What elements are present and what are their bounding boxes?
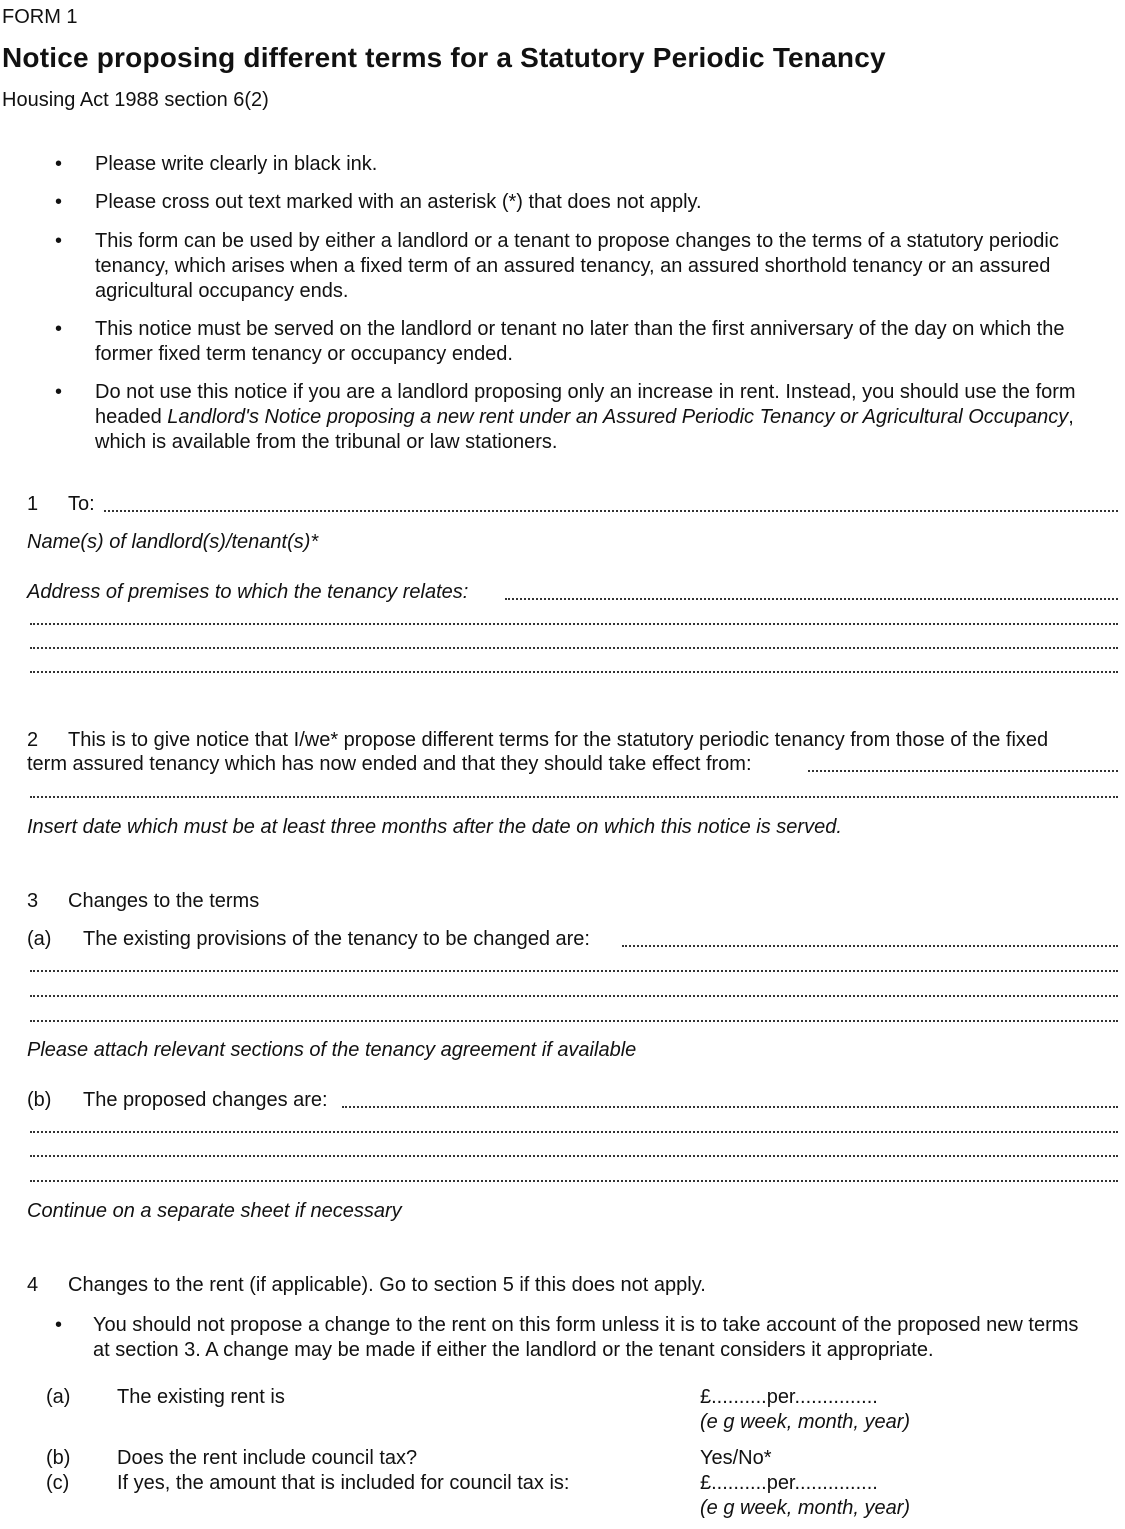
item-b-label: (b) — [27, 1089, 52, 1111]
existing-provisions-field-line-3[interactable] — [30, 995, 1118, 997]
bullet-icon: • — [55, 230, 63, 252]
rent-item-b-label: (b) — [46, 1447, 71, 1469]
proposed-changes-field-line-4[interactable] — [30, 1180, 1118, 1182]
rent-item-c-label: (c) — [46, 1472, 70, 1494]
bullet-icon: • — [55, 153, 63, 175]
existing-rent-field[interactable]: £..........per............... — [700, 1386, 878, 1408]
council-tax-question: Does the rent include council tax? — [117, 1447, 418, 1469]
bullet-icon: • — [55, 318, 63, 340]
council-tax-period-note: (e g week, month, year) — [700, 1497, 911, 1519]
existing-provisions-field-line-4[interactable] — [30, 1020, 1118, 1022]
address-label: Address of premises to which the tenancy relates: — [27, 581, 469, 603]
form-label: FORM 1 — [2, 6, 78, 28]
section-4-heading: Changes to the rent (if applicable). Go to section 5 if this does not apply. — [68, 1274, 706, 1296]
address-field-line-3[interactable] — [30, 647, 1118, 649]
notice-text-line-2: term assured tenancy which has now ended and that they should take effect from: — [27, 753, 752, 775]
proposed-changes-label: The proposed changes are: — [83, 1089, 328, 1111]
address-field-line-1[interactable] — [505, 598, 1118, 600]
attach-note: Please attach relevant sections of the tenancy agreement if available — [27, 1039, 637, 1061]
council-tax-amount-field[interactable]: £..........per............... — [700, 1472, 878, 1494]
notice-text-line-1: This is to give notice that I/we* propose different terms for the statutory periodic tenancy from those of the fixed — [68, 729, 1049, 751]
effective-date-field-line-1[interactable] — [808, 770, 1118, 772]
address-field-line-4[interactable] — [30, 671, 1118, 673]
page-title: Notice proposing different terms for a Statutory Periodic Tenancy — [2, 42, 886, 73]
section-3-number: 3 — [27, 890, 39, 912]
date-note: Insert date which must be at least three months after the date on which this notice is served. — [27, 816, 842, 838]
proposed-changes-field-line-3[interactable] — [30, 1155, 1118, 1157]
existing-rent-label: The existing rent is — [117, 1386, 285, 1408]
bullet-icon: • — [55, 191, 63, 213]
names-note: Name(s) of landlord(s)/tenant(s)* — [27, 531, 319, 553]
council-tax-yes-no[interactable]: Yes/No* — [700, 1447, 772, 1469]
effective-date-field-line-2[interactable] — [30, 796, 1118, 798]
guidance-item: Please cross out text marked with an asterisk (*) that does not apply. — [95, 191, 702, 213]
guidance-item: This form can be used by either a landlord or a tenant to propose changes to the terms of a statutory periodic tenancy, which arises when a fixed term of an assured tenancy, an assured shorthold tenancy or an assured agricultural occupancy ends. — [95, 230, 1059, 302]
section-1-number: 1 — [27, 493, 39, 515]
existing-provisions-field-line-1[interactable] — [622, 945, 1118, 947]
recipient-name-field[interactable] — [104, 510, 1118, 512]
existing-provisions-field-line-2[interactable] — [30, 970, 1118, 972]
continue-note: Continue on a separate sheet if necessary — [27, 1200, 402, 1222]
address-field-line-2[interactable] — [30, 623, 1118, 625]
proposed-changes-field-line-1[interactable] — [342, 1106, 1118, 1108]
guidance-item: Do not use this notice if you are a landlord proposing only an increase in rent. Instead, you should use the form headed Landlord's Notice proposing a new rent under an Assured Periodic Tenancy or Agricultural Occupancy, which is available from the tribunal or law stationers. — [95, 381, 1076, 453]
rent-guidance: You should not propose a change to the rent on this form unless it is to take account of the proposed new terms at section 3. A change may be made if either the landlord or the tenant considers it appropriate. — [93, 1314, 1079, 1361]
guidance-item: Please write clearly in black ink. — [95, 153, 378, 175]
existing-rent-period-note: (e g week, month, year) — [700, 1411, 911, 1433]
to-label: To: — [68, 493, 95, 515]
section-2-number: 2 — [27, 729, 39, 751]
section-4-number: 4 — [27, 1274, 39, 1296]
section-3-heading: Changes to the terms — [68, 890, 260, 912]
statute-reference: Housing Act 1988 section 6(2) — [2, 89, 269, 111]
guidance-item: This notice must be served on the landlord or tenant no later than the first anniversary of the day on which the former fixed term tenancy or occupancy ended. — [95, 318, 1065, 365]
council-tax-amount-label: If yes, the amount that is included for council tax is: — [117, 1472, 570, 1494]
proposed-changes-field-line-2[interactable] — [30, 1131, 1118, 1133]
item-a-label: (a) — [27, 928, 52, 950]
existing-provisions-label: The existing provisions of the tenancy to be changed are: — [83, 928, 590, 950]
rent-item-a-label: (a) — [46, 1386, 71, 1408]
bullet-icon: • — [55, 1314, 63, 1336]
bullet-icon: • — [55, 381, 63, 403]
